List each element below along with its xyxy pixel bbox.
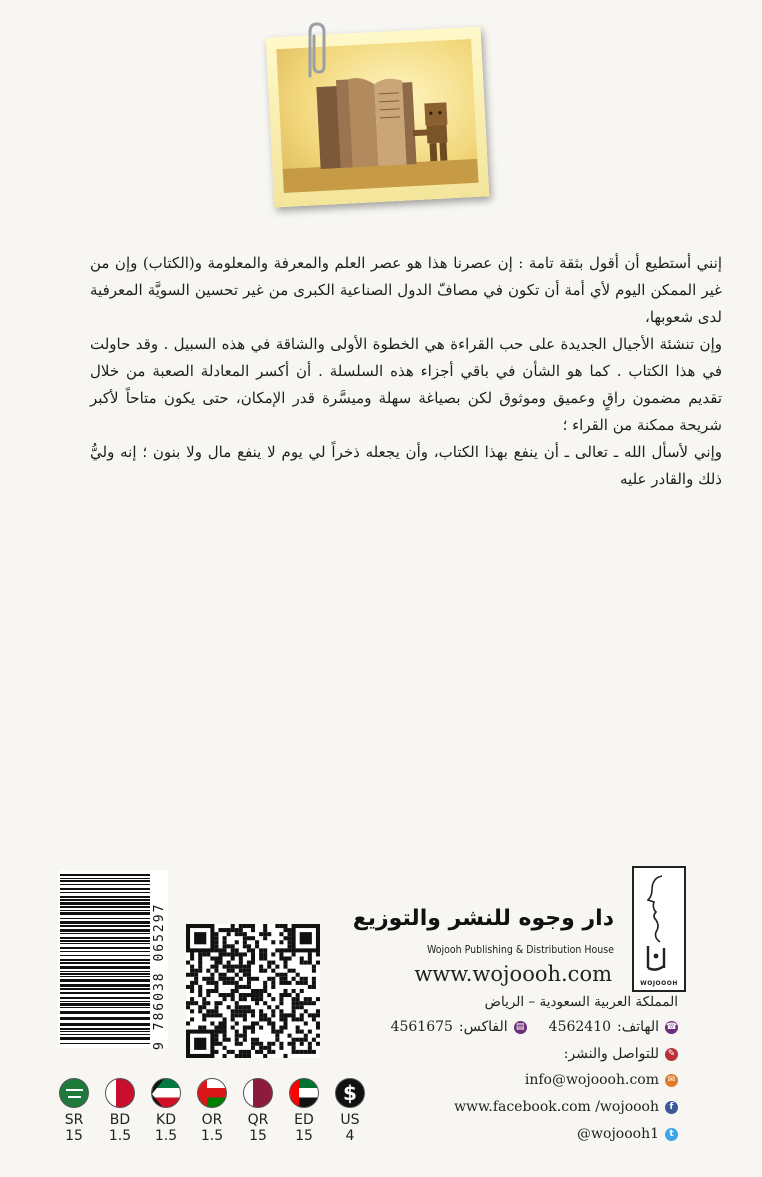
back-cover-text: [90, 250, 722, 493]
barcode-bar: [60, 951, 150, 952]
barcode-bar: [60, 899, 150, 901]
barcode-bar: [60, 906, 150, 908]
barcode-bar: [60, 959, 150, 961]
barcode-bar: [60, 976, 150, 977]
oman-flag-icon: [197, 1078, 227, 1108]
currency-code: US: [340, 1112, 360, 1128]
publisher-country: المملكة العربية السعودية – الرياض: [484, 994, 678, 1010]
price-or: [192, 1078, 232, 1144]
email-icon: ✉: [665, 1074, 678, 1087]
facebook-link[interactable]: www.facebook.com /wojoooh: [454, 1099, 659, 1115]
barcode-bar: [60, 925, 150, 927]
contact-heading-line: [564, 1046, 678, 1062]
barcode-bar: [60, 884, 150, 885]
barcode-bar: [60, 878, 150, 879]
barcode-bar: [60, 940, 150, 942]
currency-code: BD: [109, 1112, 131, 1128]
saudi-flag-icon: [59, 1078, 89, 1108]
twitter-icon: t: [665, 1128, 678, 1141]
price-kd: [146, 1078, 186, 1144]
email-line: [525, 1072, 678, 1088]
price-qr: [238, 1078, 278, 1144]
phone-icon: ☎: [665, 1021, 678, 1032]
publisher-website-link[interactable]: www.wojoooh.com: [414, 962, 612, 986]
email-link[interactable]: info@wojoooh.com: [524, 1072, 659, 1088]
barcode-bar: [60, 979, 150, 982]
publisher-logo: [632, 866, 686, 992]
barcode-bar: [60, 1031, 150, 1032]
barcode-bar: [60, 910, 150, 911]
price-amount: 15: [295, 1128, 313, 1144]
twitter-link[interactable]: @wojoooh1: [577, 1126, 659, 1142]
fax-number[interactable]: 4561675: [390, 1019, 453, 1035]
barcode-bar: [60, 943, 150, 944]
price-us: [330, 1078, 370, 1144]
barcode-bar: [60, 921, 150, 924]
uae-flag-icon: [289, 1078, 319, 1108]
barcode-bar: [60, 966, 150, 969]
currency-code: ED: [294, 1112, 314, 1128]
qatar-flag-icon: [243, 1078, 273, 1108]
phone-number[interactable]: 4562410: [548, 1019, 612, 1035]
barcode-bar: [60, 947, 150, 949]
barcode-bar: [60, 997, 150, 999]
contact-icon: ✎: [665, 1048, 678, 1061]
barcode-bar: [60, 880, 150, 882]
kuwait-flag-icon: [151, 1078, 181, 1108]
facebook-line: [454, 1099, 678, 1115]
barcode-bar: [60, 874, 150, 876]
face-profile-icon: [634, 868, 684, 974]
barcode-bar: [60, 896, 150, 898]
barcode-bar: [60, 1001, 150, 1002]
bahrain-flag-icon: [105, 1078, 135, 1108]
barcode-bar: [60, 1028, 150, 1030]
price-amount: 1.5: [154, 1128, 178, 1144]
barcode-bar: [60, 892, 150, 893]
barcode-bar: [60, 1043, 150, 1044]
price-amount: 15: [65, 1128, 83, 1144]
currency-code: KD: [156, 1112, 176, 1128]
barcode-bar: [60, 971, 150, 972]
price-amount: 1.5: [108, 1128, 132, 1144]
barcode-bar: [60, 888, 150, 890]
barcode-bar: [60, 988, 150, 990]
dollar-icon: $: [335, 1078, 365, 1108]
qr-code[interactable]: [186, 924, 320, 1058]
body-paragraph: وإن تنشئة الأجيال الجديدة على حب القراءة هي الخطوة الأولى والشاقة في هذه السبيل . وقد حاولت في هذا الكتاب . كما هو الشأن في باقي أجزاء هذه السلسلة . أن أكسر المعادلة الصعبة من خلال تقديم مضمون راقٍ وعميق وموثوق لكن بصياغة سهلة وميسَّرة قدر الإمكان، حتى يكون متاحاً لأكبر شريحة ممكنة من القراء ؛: [90, 335, 722, 434]
barcode-bar: [60, 918, 150, 919]
barcode-bar: [60, 933, 150, 934]
price-ed: [284, 1078, 324, 1144]
currency-code: OR: [201, 1112, 223, 1128]
logo-caption: WOJOOOH: [640, 980, 678, 987]
isbn-digits: 9 786038 065297: [152, 902, 167, 1050]
twitter-line: [577, 1126, 678, 1142]
barcode-bar: [60, 1023, 150, 1026]
publisher-name-ar: دار وجوه للنشر والتوزيع: [352, 906, 614, 931]
phone-label: الهاتف:: [617, 1019, 659, 1035]
publisher-name-en: Wojooh Publishing & Distribution House: [426, 944, 614, 956]
price-amount: 4: [345, 1128, 355, 1144]
currency-code: SR: [64, 1112, 84, 1128]
price-amount: 15: [249, 1128, 267, 1144]
paperclip-icon: [300, 20, 334, 80]
barcode-bar: [60, 955, 150, 956]
barcode-bar: [60, 984, 150, 987]
barcode-bar: [60, 1003, 150, 1006]
barcode-bar: [60, 1037, 150, 1040]
barcode-bar: [60, 992, 150, 994]
price-bd: [100, 1078, 140, 1144]
price-sr: [54, 1078, 94, 1144]
barcode-bar: [60, 1017, 150, 1020]
price-list: [50, 1078, 360, 1158]
barcode-bar: [60, 912, 150, 915]
barcode-bar: [60, 1007, 150, 1008]
fax-icon: ▤: [514, 1021, 527, 1034]
facebook-icon: f: [665, 1101, 678, 1114]
barcode-bar: [60, 902, 150, 905]
barcode-bar: [60, 1034, 150, 1035]
barcode-bar: [60, 1011, 150, 1014]
body-paragraph: وإني لأسأل الله ـ تعالى ـ أن ينفع بهذا الكتاب، وأن يجعله ذخراً لي يوم لا ينفع مال ولا بنون ؛ إنه وليُّ ذلك والقادر عليه: [90, 443, 722, 488]
price-amount: 1.5: [200, 1128, 224, 1144]
contact-label: للتواصل والنشر:: [563, 1046, 659, 1062]
barcode-bar: [60, 962, 150, 964]
fax-label: الفاكس:: [458, 1019, 508, 1035]
body-paragraph: إنني أستطيع أن أقول بثقة تامة : إن عصرنا هذا هو عصر العلم والمعرفة والمعلومة و(الكتاب) وإن من غير الممكن اليوم لأي أمة أن تكون في مصافّ الدول الصناعية الكبرى من غير تحسين السويَّة المعرفية لدى شعوبها،: [90, 254, 722, 326]
barcode-bar: [60, 929, 150, 932]
barcode-bar: [60, 937, 150, 939]
currency-code: QR: [247, 1112, 269, 1128]
phone-fax-line: [391, 1019, 678, 1035]
barcode-bar: [60, 973, 150, 975]
